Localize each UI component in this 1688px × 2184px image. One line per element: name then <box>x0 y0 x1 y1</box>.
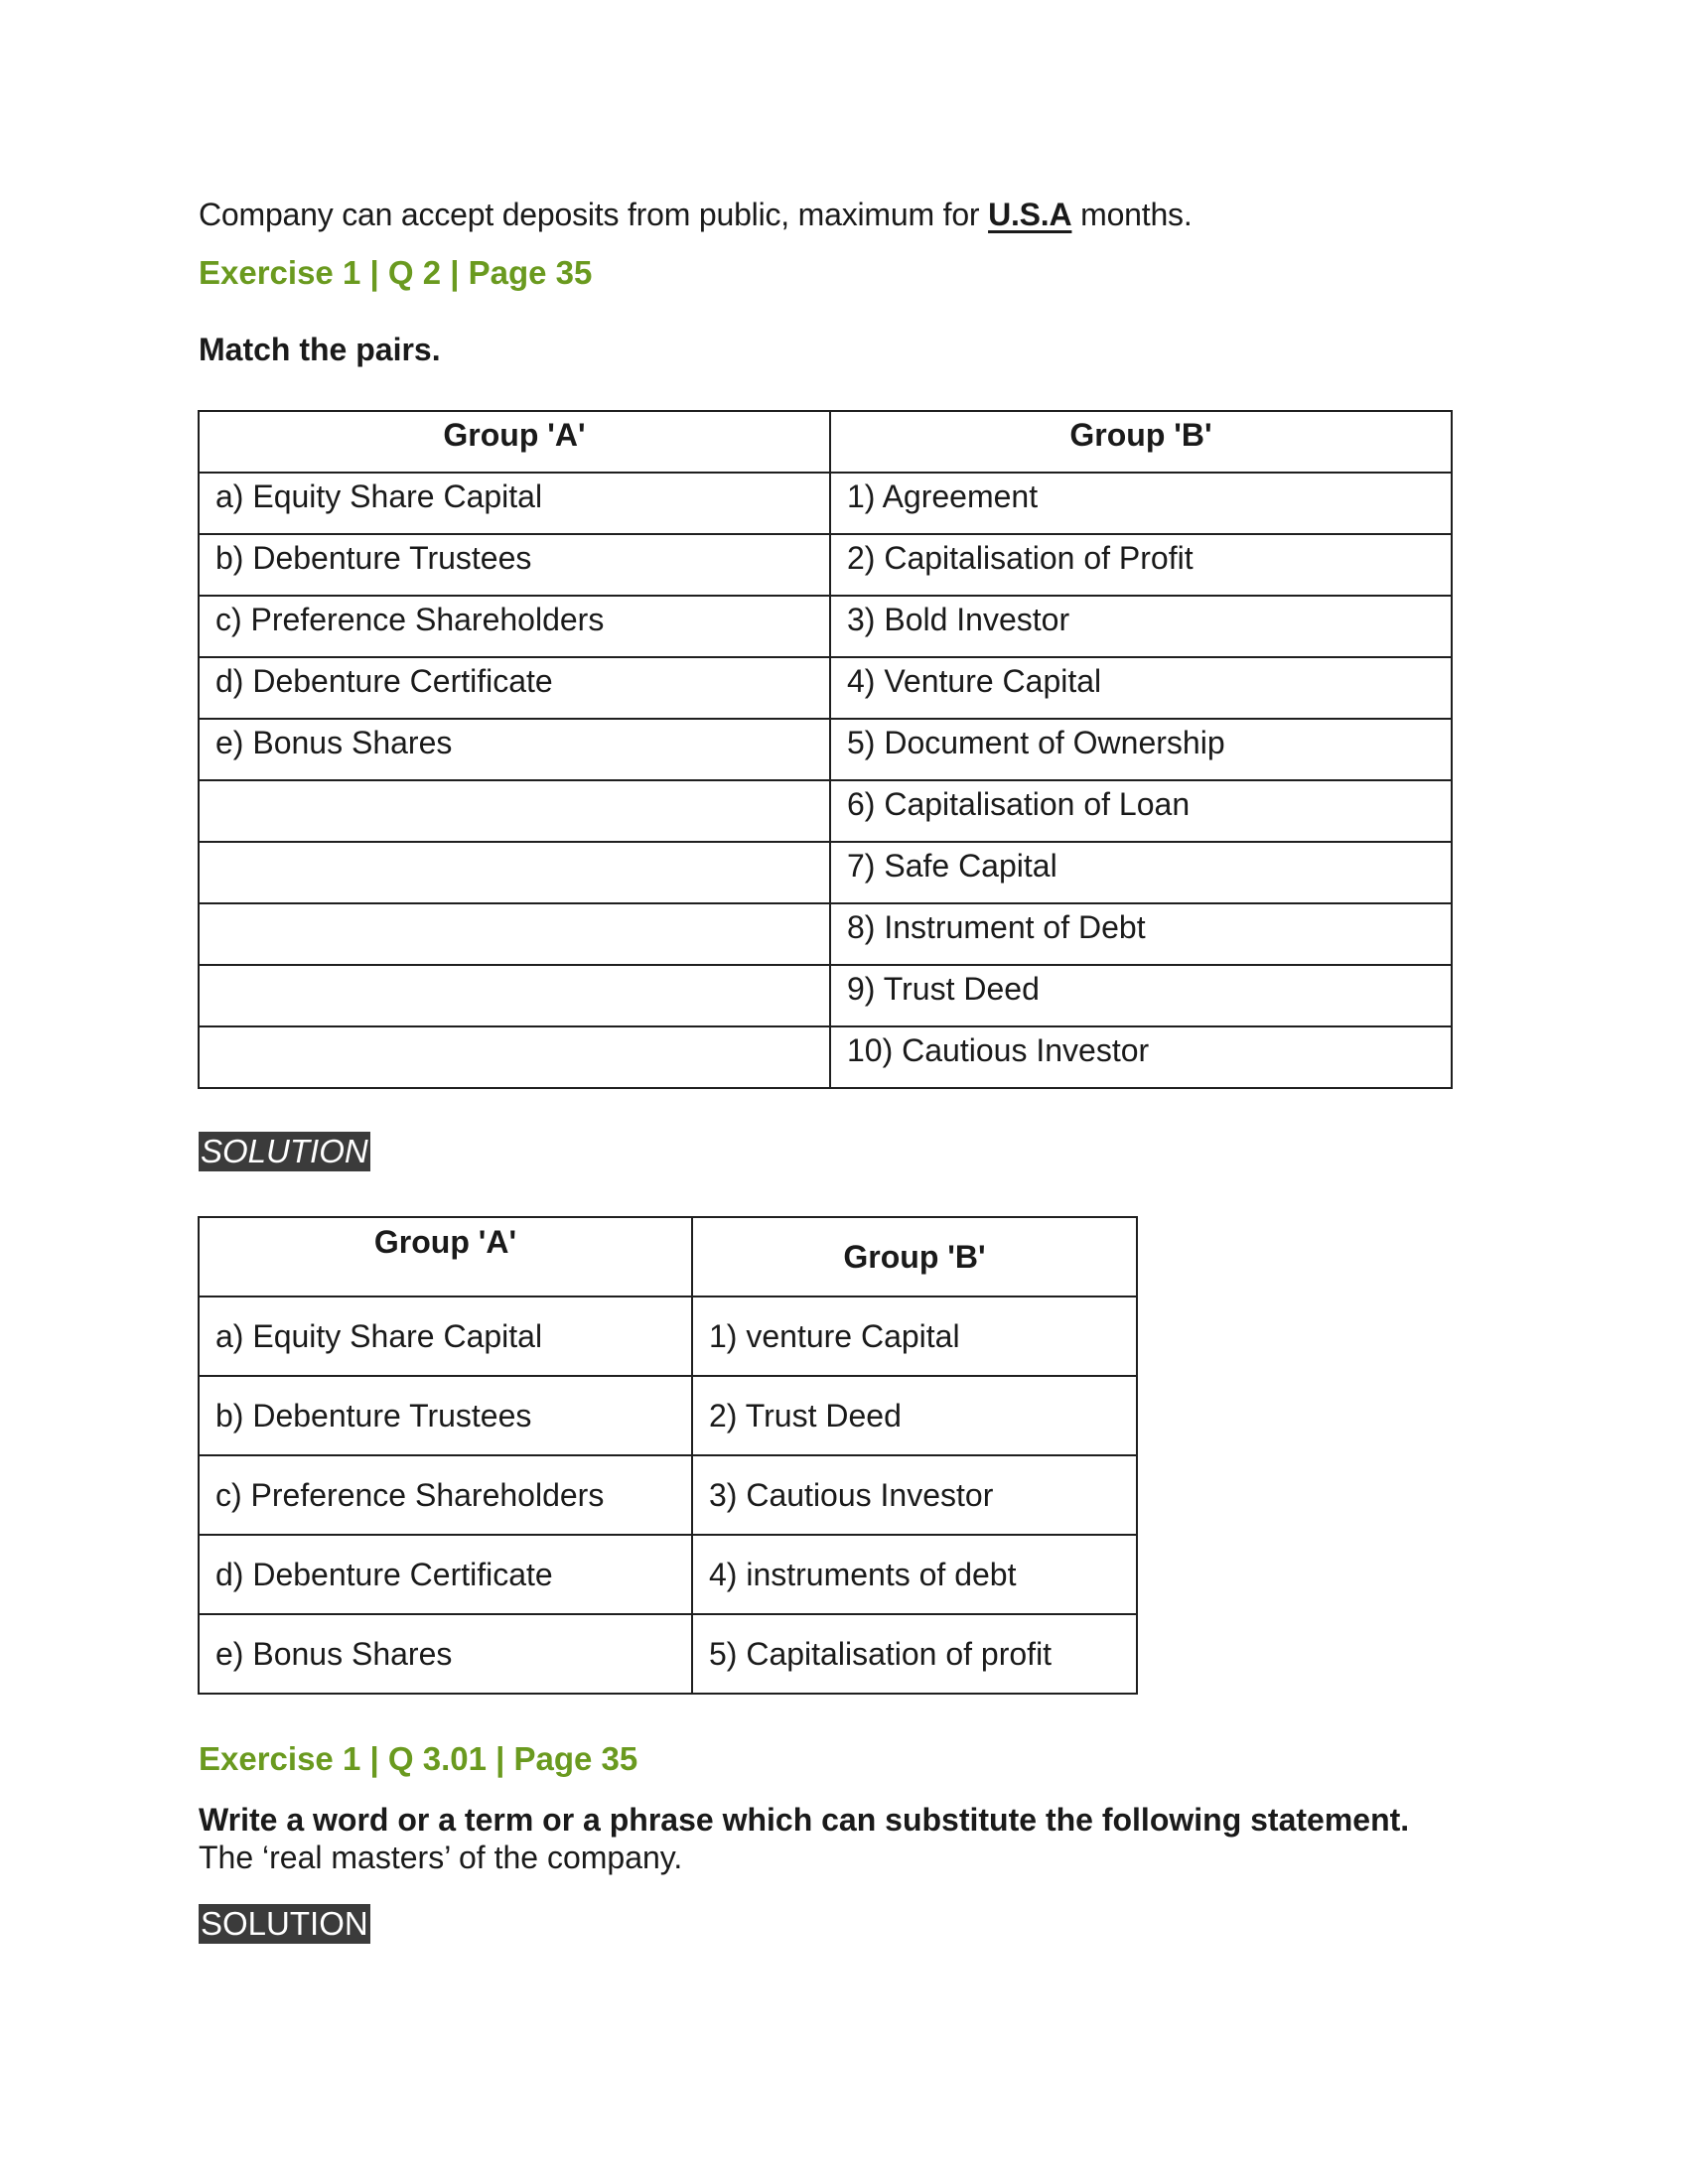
cell-group-b: 4) Venture Capital <box>830 657 1452 719</box>
cell-group-a <box>199 842 830 903</box>
table-row <box>199 1026 1452 1088</box>
table-row <box>199 596 1452 657</box>
table-row <box>199 903 1452 965</box>
cell-group-a: d) Debenture Certificate <box>199 1535 692 1614</box>
q2-solution-table <box>198 1216 1138 1695</box>
q301-statement: The ‘real masters’ of the company. <box>199 1840 683 1875</box>
cell-group-a: e) Bonus Shares <box>199 719 830 780</box>
table-header-row <box>199 411 1452 473</box>
cell-group-b: 6) Capitalisation of Loan <box>830 780 1452 842</box>
q2-match-table <box>198 410 1453 1089</box>
cell-group-a: c) Preference Shareholders <box>199 596 830 657</box>
intro-statement <box>199 197 1193 233</box>
intro-text-before: Company can accept deposits from public, maximum for <box>199 197 989 232</box>
cell-group-b: 1) venture Capital <box>692 1297 1137 1376</box>
cell-group-a: a) Equity Share Capital <box>199 473 830 534</box>
table-row <box>199 780 1452 842</box>
table-row <box>199 1614 1137 1694</box>
cell-group-a: c) Preference Shareholders <box>199 1455 692 1535</box>
cell-group-a: b) Debenture Trustees <box>199 534 830 596</box>
cell-group-a <box>199 780 830 842</box>
header-group-a: Group 'A' <box>199 411 830 473</box>
table-row <box>199 1455 1137 1535</box>
intro-text-after: months. <box>1071 197 1193 232</box>
cell-group-a <box>199 1026 830 1088</box>
cell-group-b: 9) Trust Deed <box>830 965 1452 1026</box>
cell-group-b: 10) Cautious Investor <box>830 1026 1452 1088</box>
table-row <box>199 965 1452 1026</box>
cell-group-b: 3) Bold Investor <box>830 596 1452 657</box>
table-row <box>199 1376 1137 1455</box>
cell-group-b: 2) Trust Deed <box>692 1376 1137 1455</box>
table-row <box>199 1297 1137 1376</box>
q301-title: Write a word or a term or a phrase which can substitute the following statement. <box>199 1802 1410 1838</box>
header-group-b: Group 'B' <box>692 1217 1137 1297</box>
cell-group-b: 3) Cautious Investor <box>692 1455 1137 1535</box>
cell-group-a <box>199 965 830 1026</box>
q301-heading: Exercise 1 | Q 3.01 | Page 35 <box>199 1740 638 1777</box>
header-group-b: Group 'B' <box>830 411 1452 473</box>
cell-group-a: d) Debenture Certificate <box>199 657 830 719</box>
cell-group-b: 7) Safe Capital <box>830 842 1452 903</box>
table-row <box>199 534 1452 596</box>
cell-group-b: 4) instruments of debt <box>692 1535 1137 1614</box>
table-row <box>199 1535 1137 1614</box>
table-row <box>199 473 1452 534</box>
cell-group-a: b) Debenture Trustees <box>199 1376 692 1455</box>
cell-group-a: a) Equity Share Capital <box>199 1297 692 1376</box>
cell-group-b: 5) Document of Ownership <box>830 719 1452 780</box>
cell-group-a <box>199 903 830 965</box>
q301-solution-label: SOLUTION <box>201 1905 368 1942</box>
table-row <box>199 842 1452 903</box>
table-row <box>199 719 1452 780</box>
q2-heading: Exercise 1 | Q 2 | Page 35 <box>199 254 593 291</box>
header-group-a: Group 'A' <box>199 1217 692 1297</box>
q2-title: Match the pairs. <box>199 332 441 367</box>
cell-group-b: 1) Agreement <box>830 473 1452 534</box>
q2-solution-label: SOLUTION <box>201 1133 368 1169</box>
table-row <box>199 657 1452 719</box>
intro-emphasis: U.S.A <box>988 197 1072 232</box>
cell-group-a: e) Bonus Shares <box>199 1614 692 1694</box>
table-header-row <box>199 1217 1137 1297</box>
cell-group-b: 8) Instrument of Debt <box>830 903 1452 965</box>
cell-group-b: 2) Capitalisation of Profit <box>830 534 1452 596</box>
cell-group-b: 5) Capitalisation of profit <box>692 1614 1137 1694</box>
